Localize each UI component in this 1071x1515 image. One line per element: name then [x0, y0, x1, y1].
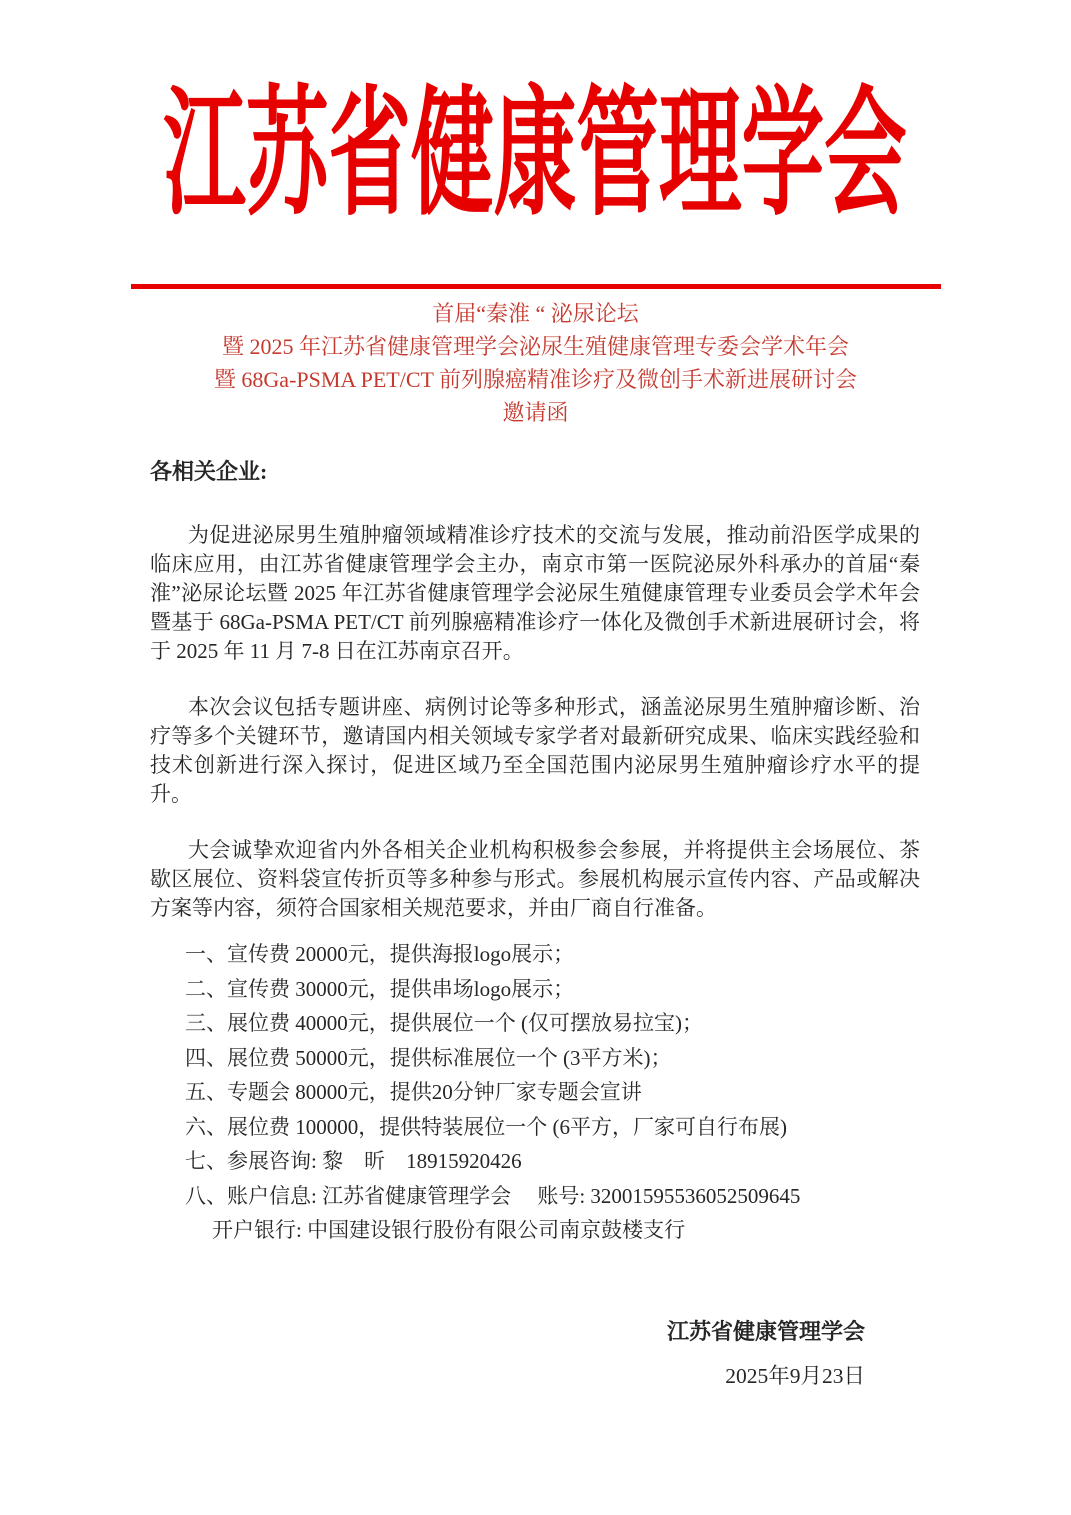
title-line-seminar: 暨 68Ga-PSMA PET/CT 前列腺癌精准诊疗及微创手术新进展研讨会: [213, 367, 858, 392]
signature-date: 2025年9月23日: [725, 1363, 865, 1388]
body-paragraph-program: 本次会议包括专题讲座、病例讨论等多种形式，涵盖泌尿男生殖肿瘤诊断、治疗等多个关键环节，邀请国内相关领域专家学者对最新研究成果、临床实践经验和技术创新进行深入探讨，促进区域乃至全国范围内泌尿男生殖肿瘤诊疗水平的提升。: [150, 695, 920, 806]
fee-item-2: 二、宣传费 30000元，提供串场logo展示；: [185, 976, 575, 1001]
title-line-forum: 首届“秦淮 “ 泌尿论坛: [432, 301, 639, 326]
fee-item-4: 四、展位费 50000元，提供标准展位一个 (3平方米)；: [185, 1045, 672, 1070]
fee-list: [150, 937, 920, 1248]
signature-org-name: 江苏省健康管理学会: [666, 1318, 865, 1344]
title-line-invitation-label: 邀请函: [502, 400, 569, 425]
letterhead: [0, 0, 1071, 233]
letterhead-org-name: 江苏省健康管理学会: [163, 77, 908, 233]
fee-item-6: 六、展位费 100000，提供特装展位一个 (6平方，厂家可自行布展): [185, 1114, 787, 1139]
letterhead-divider-line: [131, 284, 941, 289]
bank-info-line: 开户银行: 中国建设银行股份有限公司南京鼓楼支行: [212, 1218, 686, 1242]
salutation: 各相关企业:: [150, 459, 268, 484]
body-paragraph-exhibition: 大会诚挚欢迎省内外各相关企业机构积极参会参展，并将提供主会场展位、茶歇区展位、资料袋宣传折页等多种参与形式。参展机构展示宣传内容、产品或解决方案等内容，须符合国家相关规范要求，并由厂商自行准备。: [150, 838, 920, 920]
body-paragraph-background: 为促进泌尿男生殖肿瘤领域精准诊疗技术的交流与发展，推动前沿医学成果的临床应用，由江苏省健康管理学会主办，南京市第一医院泌尿外科承办的首届“秦淮”泌尿论坛暨 2025 年江苏省健康管理学会泌尿生殖健康管理专业委员会学术年会暨基于 68Ga-PSMA PET/CT 前列腺癌精准诊疗一体化及微创手术新进展研讨会，将于 2025 年 11 月 7-8 日在江苏南京召开。: [150, 523, 920, 663]
letter-body: [150, 521, 920, 1248]
title-line-annual-meeting: 暨 2025 年江苏省健康管理学会泌尿生殖健康管理专委会学术年会: [221, 334, 849, 359]
fee-item-3: 三、展位费 40000元，提供展位一个 (仅可摆放易拉宝)；: [185, 1011, 703, 1035]
account-info-line: 八、账户信息: 江苏省健康管理学会 账号: 32001595536052509645: [185, 1183, 801, 1208]
fee-item-5: 五、专题会 80000元，提供20分钟厂家专题会宣讲: [185, 1080, 642, 1104]
contact-line: 七、参展咨询: 黎 昕 18915920426: [185, 1149, 522, 1173]
signature-block: [0, 1316, 1071, 1392]
fee-item-1: 一、宣传费 20000元，提供海报logo展示；: [185, 942, 575, 966]
document-title: [0, 297, 1071, 429]
